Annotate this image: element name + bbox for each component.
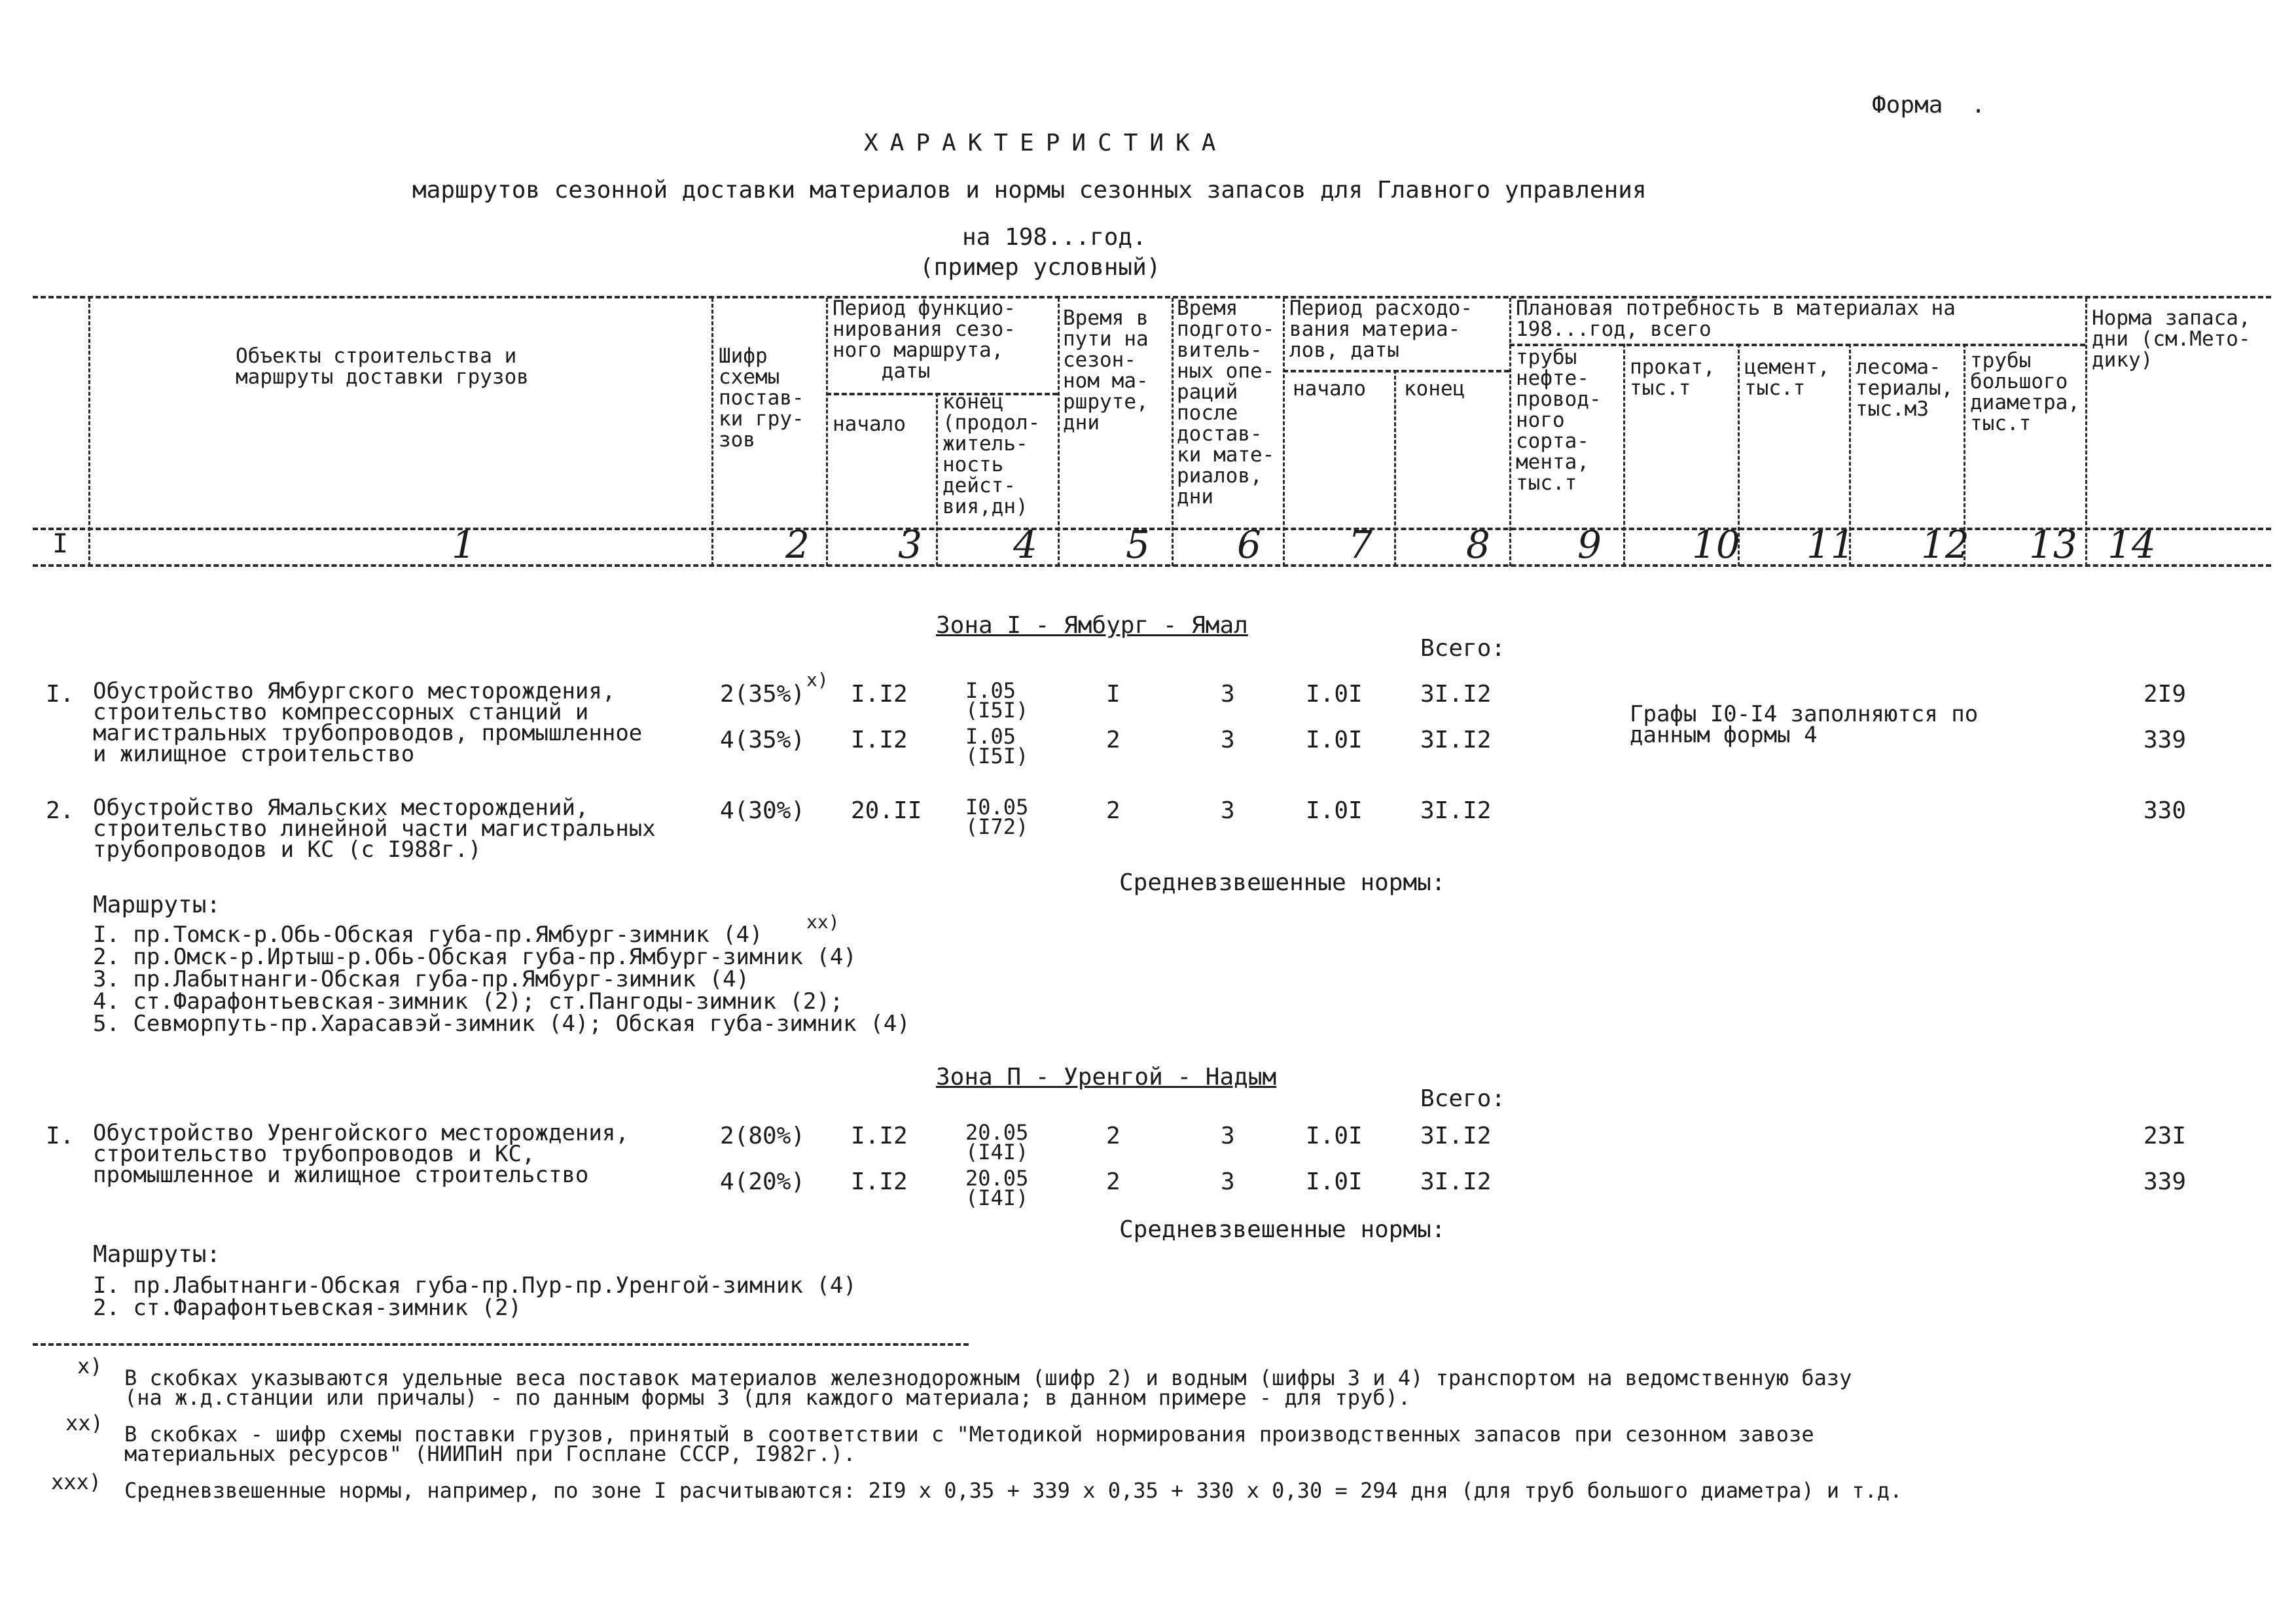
zone2-row1a-use-start: I.0I: [1306, 1123, 1363, 1149]
zone1-row1b-travel: 2: [1106, 727, 1121, 753]
zone2-row1b-start: I.I2: [851, 1168, 908, 1195]
col-number-12: 12: [1921, 522, 1969, 567]
col-header-8: конец: [1404, 377, 1465, 401]
zone1-row1a-footnote-mark: x): [806, 669, 829, 691]
zone1-row1-text: Обустройство Ямбургского месторождения, строительство компрессорных станций и магистральных трубопроводов, промышленное и жилищное строительство: [93, 678, 643, 767]
zone2-row1a-scheme: 2(80%): [720, 1123, 806, 1149]
zone2-routes-label: Маршруты:: [93, 1241, 221, 1268]
zone2-row1b-prep: 3: [1221, 1168, 1235, 1195]
zone2-row1a-norm: 23I: [2144, 1123, 2187, 1149]
zone2-row1b-end: 20.05 (I4I): [965, 1166, 1029, 1210]
col-divider: [1394, 370, 1396, 566]
zone1-route-1: I. пр.Томск-р.Обь-Обская губа-пр.Ямбург-зимник (4): [93, 922, 763, 948]
zone2-row1b-travel: 2: [1106, 1168, 1121, 1195]
col-header-2: Шифр схемы постав- ки гру- зов: [719, 344, 804, 452]
zone2-row1a-use-end: 3I.I2: [1420, 1123, 1492, 1149]
zone2-row1b-use-end: 3I.I2: [1420, 1168, 1492, 1195]
zone2-row1a-start: I.I2: [851, 1123, 908, 1149]
col-header-7-8-group: Период расходо- вания материа- лов, даты: [1289, 297, 1473, 362]
year-line: на 198...год.: [962, 224, 1147, 251]
zone1-row2-use-end: 3I.I2: [1420, 797, 1492, 824]
zone1-route-footnote-mark: xx): [806, 911, 840, 933]
zone1-row1a-scheme: 2(35%): [720, 681, 806, 708]
zone1-route-5: 5. Севморпуть-пр.Харасавэй-зимник (4); Обская губа-зимник (4): [93, 1011, 910, 1037]
col-number-11: 11: [1806, 522, 1855, 567]
zone1-row2-text: Обустройство Ямальских месторождений, строительство линейной части магистральных трубопроводов и КС (с I988г.): [93, 795, 656, 863]
zone1-row2-end: I0.05 (I72): [965, 795, 1029, 839]
zone1-row1a-prep: 3: [1221, 681, 1235, 708]
col-divider: [1058, 298, 1060, 566]
col-header-6: Время подгото- витель- ных опе- раций после достав- ки мате- риалов, дни: [1177, 297, 1275, 509]
zone2-title: Зона П - Уренгой - Надым: [936, 1064, 1277, 1091]
zone1-row1b-scheme: 4(35%): [720, 727, 806, 753]
zone2-row1a-prep: 3: [1221, 1123, 1235, 1149]
col-header-14: Норма запаса, дни (см.Мето- дику): [2092, 306, 2251, 372]
col-number-2: 2: [785, 522, 810, 567]
document-subtitle: маршрутов сезонной доставки материалов и нормы сезонных запасов для Главного управления: [412, 177, 1647, 204]
col-number-3: 3: [898, 522, 922, 567]
zone2-row1b-use-start: I.0I: [1306, 1168, 1363, 1195]
col-divider: [88, 298, 90, 566]
zone1-row1b-start: I.I2: [851, 727, 908, 753]
form-label: Форма .: [1872, 92, 1986, 118]
footnote-2-text: В скобках - шифр схемы поставки грузов, принятый в соответствии с "Методикой нормирования производственных запасов при сезонном завозе материальных ресурсов" (НИИПиН при Госплане СССР, I982г.).: [124, 1422, 1814, 1466]
col-header-4: конец (продол- житель- ность дейст- вия,дн): [942, 390, 1041, 518]
footnote-2-mark: xx): [65, 1411, 103, 1435]
zone2-row1-number: I.: [46, 1123, 75, 1149]
zone1-row1a-travel: I: [1106, 681, 1121, 708]
col-number-9: 9: [1577, 522, 1602, 567]
col-number-10: 10: [1692, 522, 1740, 567]
col-header-1: Объекты строительства и маршруты доставки грузов: [236, 344, 529, 389]
zone1-route-3: 3. пр.Лабытнанги-Обская губа-пр.Ямбург-зимник (4): [93, 966, 750, 992]
col-divider: [2085, 298, 2087, 566]
zone1-row1b-end: I.05 (I5I): [965, 724, 1029, 768]
zone1-row1b-prep: 3: [1221, 727, 1235, 753]
zone1-row2-use-start: I.0I: [1306, 797, 1363, 824]
col-number-4: 4: [1013, 522, 1037, 567]
col-divider: [1623, 344, 1625, 566]
zone2-row1a-end: 20.05 (I4I): [965, 1120, 1029, 1164]
zone1-row2-scheme: 4(30%): [720, 797, 806, 824]
col-number-1: 1: [452, 522, 476, 567]
col-divider: [826, 298, 828, 566]
zone1-row1b-norm: 339: [2144, 727, 2187, 753]
zone2-total-label: Всего:: [1420, 1085, 1506, 1112]
zone1-weighted-label: Средневзвешенные нормы:: [1119, 869, 1446, 896]
footnote-3-text: Средневзвешенные нормы, например, по зоне I расчитываются: 2I9 x 0,35 + 339 x 0,35 + 330 x 0,30 = 294 дня (для труб большого диаметра) и т.д.: [124, 1478, 1903, 1503]
col-header-10: прокат, тыс.т: [1630, 355, 1715, 400]
col-header-7: начало: [1293, 377, 1366, 401]
example-note: (пример условный): [920, 254, 1161, 281]
col-header-11: цемент, тыс.т: [1744, 355, 1830, 400]
col-number-13: 13: [2029, 522, 2077, 567]
zone2-weighted-label: Средневзвешенные нормы:: [1119, 1216, 1446, 1243]
zone1-row1b-use-start: I.0I: [1306, 727, 1363, 753]
need-subrule: [1509, 344, 2085, 346]
zone2-row1b-scheme: 4(20%): [720, 1168, 806, 1195]
zone1-route-2: 2. пр.Омск-р.Иртыш-р.Обь-Обская губа-пр.Ямбург-зимник (4): [93, 944, 857, 970]
footnote-1-mark: x): [77, 1354, 103, 1379]
zone1-row2-prep: 3: [1221, 797, 1235, 824]
col-header-3-4-group: Период функцио- нирования сезо- ного маршрута, даты: [833, 297, 1016, 383]
leading-mark: I: [52, 529, 69, 559]
zone1-title: Зона I - Ямбург - Ямал: [936, 612, 1248, 639]
col-header-13: трубы большого диаметра, тыс.т: [1970, 349, 2080, 435]
zone1-row1-number: I.: [46, 681, 75, 708]
col-header-9-13-group: Плановая потребность в материалах на 198...год, всего: [1516, 297, 1956, 341]
col-divider: [936, 393, 938, 566]
zone1-row1a-norm: 2I9: [2144, 681, 2187, 708]
zone1-row2-start: 20.II: [851, 797, 922, 824]
col-divider: [711, 298, 713, 566]
document-title: ХАРАКТЕРИСТИКА: [864, 130, 1228, 156]
col-number-8: 8: [1466, 522, 1490, 567]
col-divider: [1172, 298, 1174, 566]
col-header-5: Время в пути на сезон- ном ма- ршруте, дни: [1063, 306, 1149, 435]
footnote-separator: [33, 1343, 969, 1346]
col-number-7: 7: [1348, 522, 1372, 567]
zone2-row1b-norm: 339: [2144, 1168, 2187, 1195]
zone1-row2-travel: 2: [1106, 797, 1121, 824]
footnote-1-text: В скобках указываются удельные веса поставок материалов железнодорожным (шифр 2) и водным (шифры 3 и 4) транспортом на ведомственную базу (на ж.д.станции или причалы) - по данным формы 3 (для каждого материала; в данном примере - для труб).: [124, 1365, 1852, 1410]
col-number-14: 14: [2108, 522, 2156, 567]
zone1-fill-note: Графы I0-I4 заполняются по данным формы 4: [1630, 701, 1979, 748]
zone1-row1b-use-end: 3I.I2: [1420, 727, 1492, 753]
col-divider: [1283, 298, 1285, 566]
zone1-row1a-start: I.I2: [851, 681, 908, 708]
zone2-route-1: I. пр.Лабытнанги-Обская губа-пр.Пур-пр.Уренгой-зимник (4): [93, 1272, 857, 1299]
zone1-row2-norm: 330: [2144, 797, 2187, 824]
zone1-total-label: Всего:: [1420, 635, 1506, 662]
zone1-route-4: 4. ст.Фарафонтьевская-зимник (2); ст.Пангоды-зимник (2);: [93, 988, 844, 1015]
zone1-row2-number: 2.: [46, 797, 75, 824]
zone2-route-2: 2. ст.Фарафонтьевская-зимник (2): [93, 1295, 522, 1321]
zone2-row1-text: Обустройство Уренгойского месторождения, строительство трубопроводов и КС, промышленное и жилищное строительство: [93, 1120, 629, 1188]
col-number-6: 6: [1237, 522, 1261, 567]
col-header-3: начало: [833, 412, 906, 436]
col-header-12: лесома- териалы, тыс.м3: [1856, 355, 1954, 421]
col-number-5: 5: [1126, 522, 1150, 567]
col-header-9: трубы нефте- провод- ного сорта- мента, тыс.т: [1516, 346, 1602, 495]
zone2-row1a-travel: 2: [1106, 1123, 1121, 1149]
col-divider: [1509, 298, 1511, 566]
zone1-row1a-end: I.05 (I5I): [965, 678, 1029, 723]
zone1-routes-label: Маршруты:: [93, 892, 221, 918]
zone1-row1a-use-end: 3I.I2: [1420, 681, 1492, 708]
footnote-3-mark: xxx): [51, 1470, 102, 1494]
zone1-row1a-use-start: I.0I: [1306, 681, 1363, 708]
consumption-subrule: [1283, 370, 1509, 372]
